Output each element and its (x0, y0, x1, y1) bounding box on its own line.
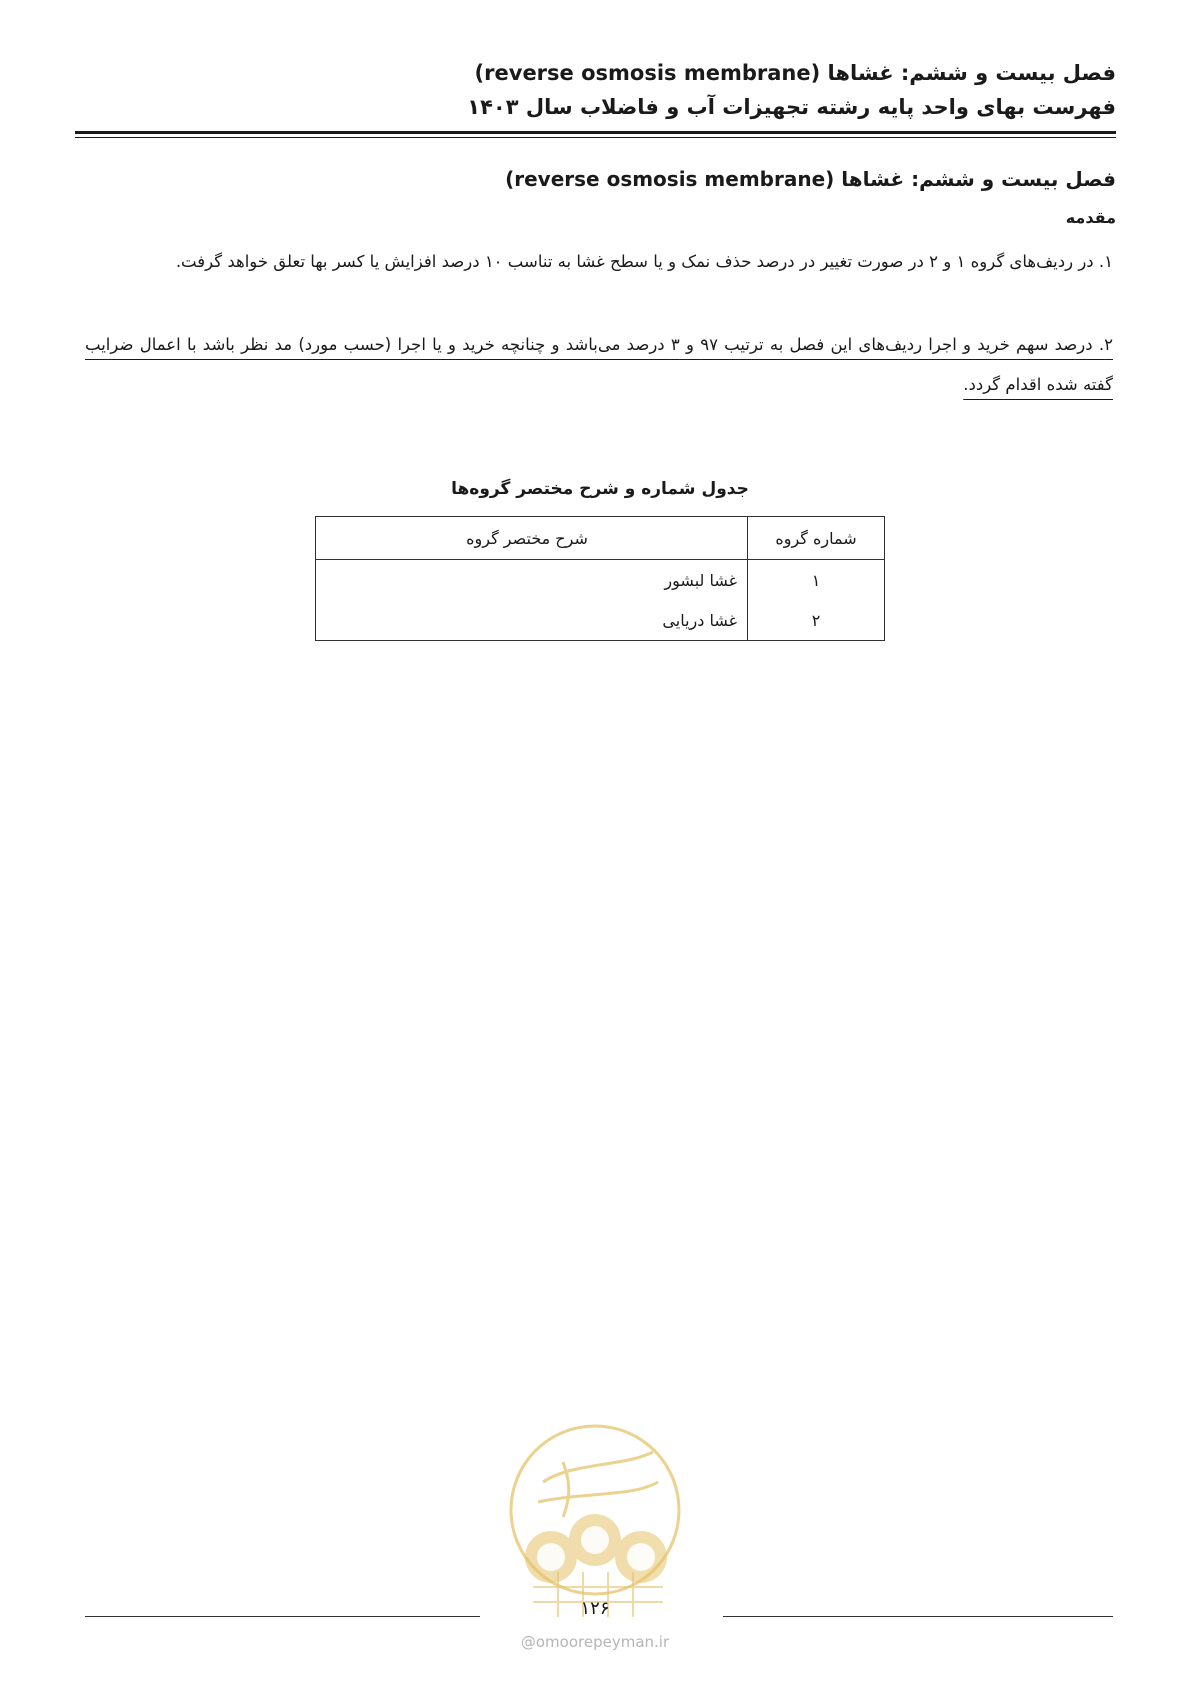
paragraph-2 (85, 325, 1113, 405)
paragraph-2-text: ۲. درصد سهم خرید و اجرا ردیف‌های این فصل به ترتیب ۹۷ و ۳ درصد می‌باشد و چنانچه خرید و یا اجرا (حسب مورد) مد نظر باشد با اعمال ضرایب گفته شده اقدام گردد. (85, 335, 1113, 394)
group-description-cell: غشا دریایی (316, 600, 748, 641)
table-row (316, 600, 885, 641)
section-title: فصل بیست و ششم: غشاها (reverse osmosis membrane) (505, 167, 1116, 191)
footer-rule-right (723, 1616, 1113, 1617)
table-header-row (316, 517, 885, 560)
footer-rule-left (85, 1616, 480, 1617)
table-caption: جدول شماره و شرح مختصر گروه‌ها (451, 479, 749, 499)
table-row (316, 560, 885, 601)
running-header-book-title: فهرست بهای واحد پایه رشته تجهیزات آب و فاضلاب سال ۱۴۰۳ (467, 95, 1116, 119)
intro-heading: مقدمه (1065, 208, 1116, 227)
groups-table (315, 516, 885, 641)
website-watermark: @omoorepeyman.ir (520, 1633, 670, 1651)
header-rule-thin (75, 137, 1116, 138)
header-group-description: شرح مختصر گروه (316, 517, 748, 560)
header-group-number: شماره گروه (748, 517, 885, 560)
group-number-cell: ۱ (748, 560, 885, 601)
header-rule-thick (75, 131, 1116, 134)
page-number: ۱۲۶ (580, 1598, 610, 1619)
watermark-seal-icon (503, 1422, 688, 1622)
group-number-cell: ۲ (748, 600, 885, 641)
running-header-chapter-title: فصل بیست و ششم: غشاها (reverse osmosis membrane) (474, 61, 1116, 85)
paragraph-1: ۱. در ردیف‌های گروه ۱ و ۲ در صورت تغییر در درصد حذف نمک و یا سطح غشا به تناسب ۱۰ درصد افزایش یا کسر بها تعلق خواهد گرفت. (175, 252, 1113, 271)
group-description-cell: غشا لبشور (316, 560, 748, 601)
